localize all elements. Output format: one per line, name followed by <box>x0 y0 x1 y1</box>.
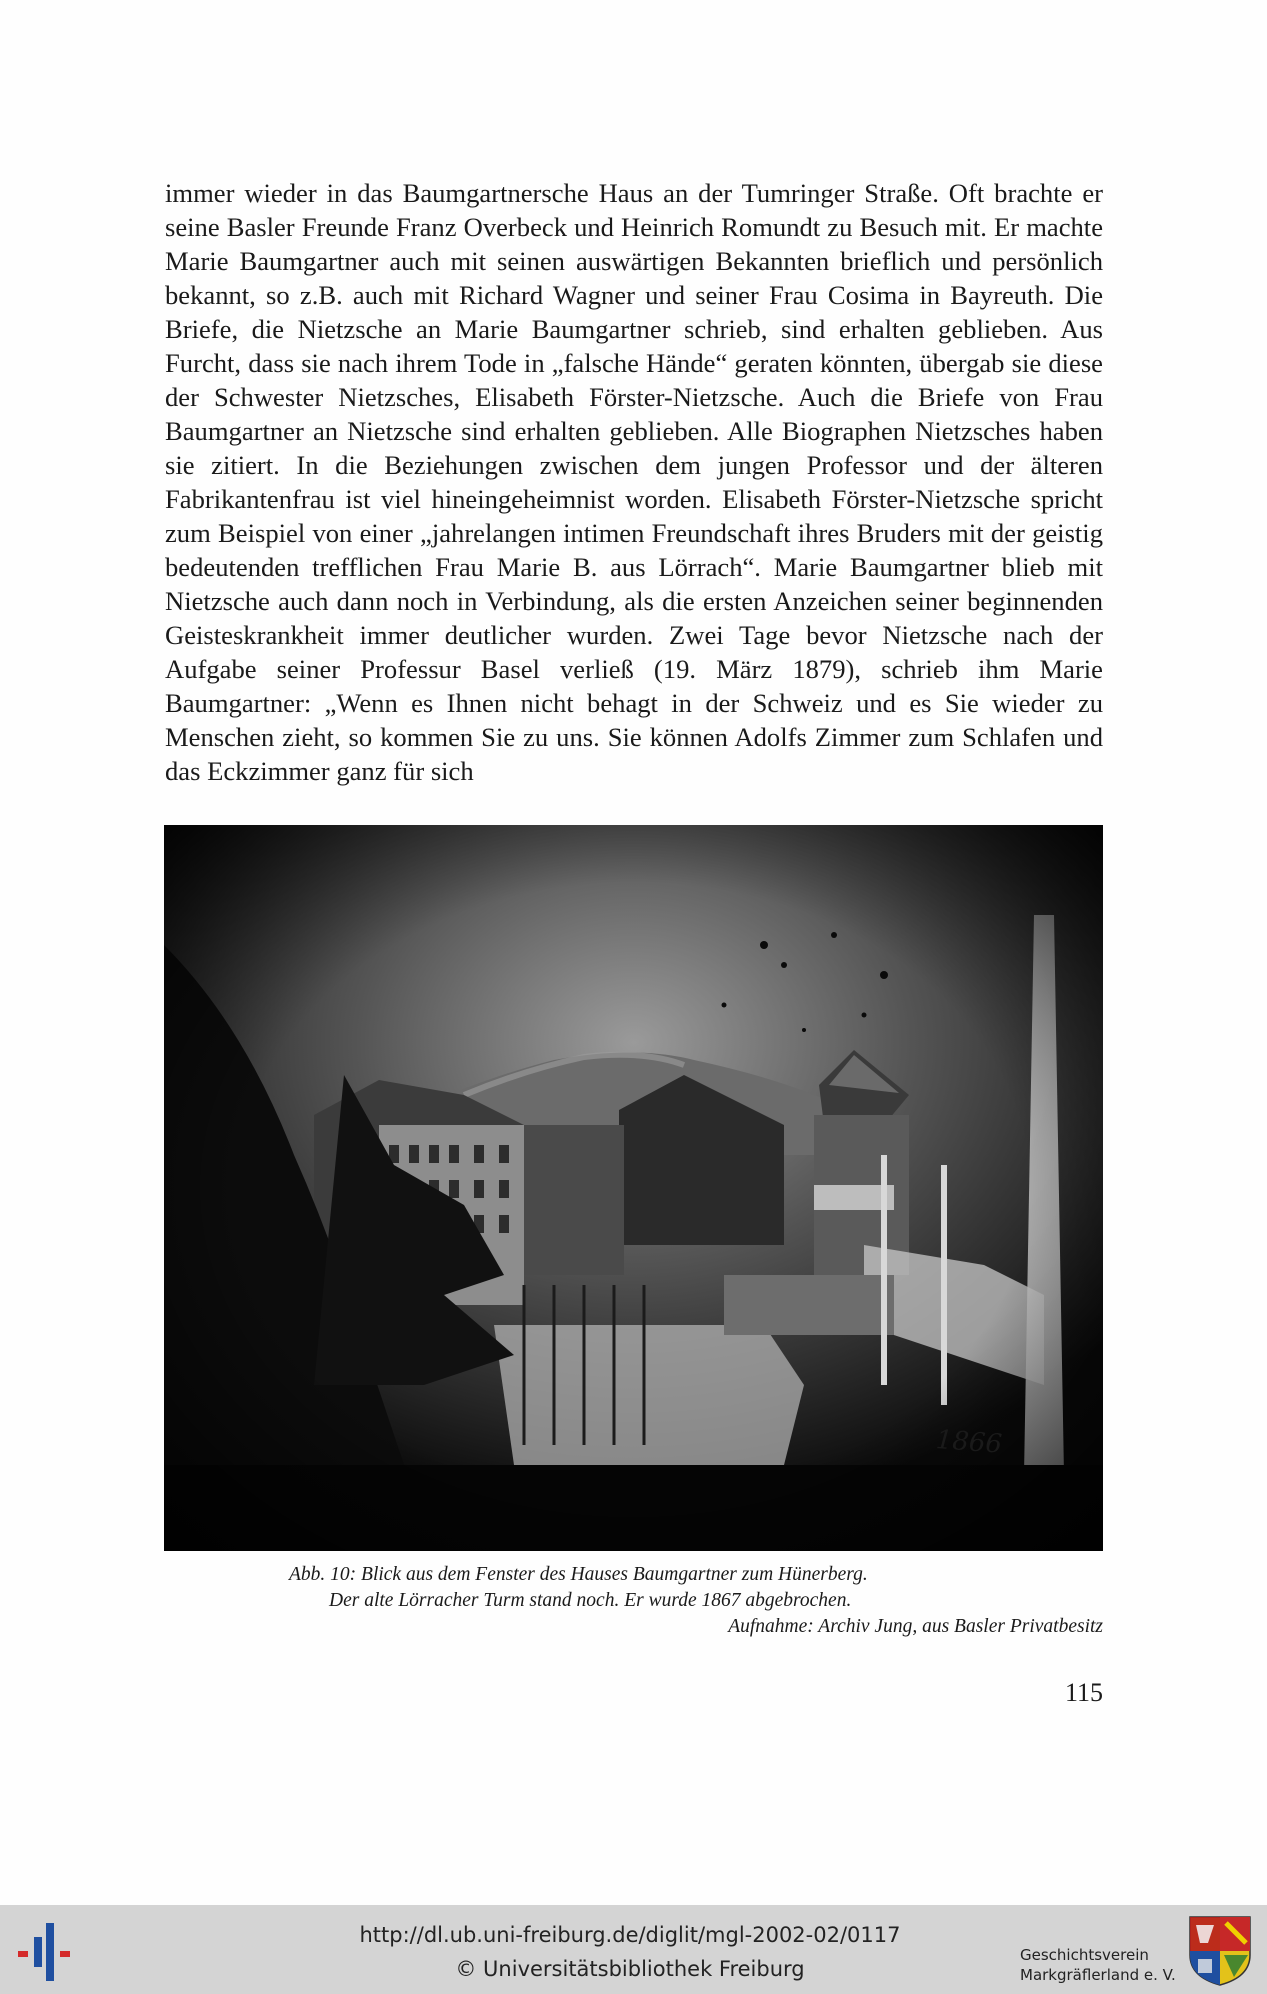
coat-of-arms-icon[interactable] <box>1188 1915 1252 1987</box>
caption-line-2: Der alte Lörracher Turm stand noch. Er wurde 1867 abgebrochen. <box>329 1590 852 1611</box>
footer-bar <box>0 1905 1267 1994</box>
footer-url-link[interactable]: http://dl.ub.uni-freiburg.de/diglit/mgl-2002-02/0117 <box>359 1923 901 1947</box>
footer-copyright: © Universitätsbibliothek Freiburg <box>455 1957 805 1981</box>
society-line-1: Geschichtsverein <box>1020 1946 1149 1964</box>
ub-freiburg-logo-icon[interactable] <box>12 1917 82 1985</box>
society-line-2: Markgräflerland e. V. <box>1020 1966 1176 1984</box>
caption-line-1: Abb. 10: Blick aus dem Fenster des Hauses Baumgartner zum Hünerberg. <box>289 1564 868 1585</box>
caption-credit: Aufnahme: Archiv Jung, aus Basler Privatbesitz <box>728 1616 1103 1637</box>
society-name <box>1020 1945 1180 1985</box>
body-text <box>165 176 1103 788</box>
photo-inscription: 1866 <box>934 1425 1003 1460</box>
photo-illustration <box>164 825 1103 1551</box>
body-paragraph: immer wieder in das Baumgartnersche Haus an der Tumringer Straße. Oft brachte er seine Basler Freunde Franz Overbeck und Heinrich Romundt zu Besuch mit. Er machte Marie Baumgartner auch mit seinen auswärtigen Bekannten brieflich und persönlich bekannt, so z.B. auch mit Richard Wagner und seiner Frau Cosima in Bayreuth. Die Briefe, die Nietzsche an Marie Baumgartner schrieb, sind erhalten geblieben. Aus Furcht, dass sie nach ihrem Tode in „falsche Hände“ geraten könnten, übergab sie diese der Schwester Nietzsches, Elisabeth Förster-Nietzsche. Auch die Briefe von Frau Baumgartner an Nietzsche sind erhalten geblieben. Alle Biographen Nietzsches haben sie zitiert. In die Beziehungen zwischen dem jungen Professor und der älteren Fabrikantenfrau ist viel hineingeheimnist worden. Elisabeth Förster-Nietzsche spricht zum Beispiel von einer „jahrelangen intimen Freundschaft ihres Bruders mit der geistig bedeutenden trefflichen Frau Marie B. aus Lörrach“. Marie Baumgartner blieb mit Nietzsche auch dann noch in Verbindung, als die ersten Anzeichen seiner beginnenden Geisteskrankheit immer deutlicher wurden. Zwei Tage bevor Nietzsche nach der Aufgabe seiner Professur Basel verließ (19. März 1879), schrieb ihm Marie Baumgartner: „Wenn es Ihnen nicht behagt in der Schweiz und es Sie wieder zu Menschen zieht, so kommen Sie zu uns. Sie können Adolfs Zimmer zum Schlafen und das Eckzimmer ganz für sich <box>165 178 1103 786</box>
historical-photograph <box>164 825 1103 1551</box>
page-number: 115 <box>1064 1678 1103 1707</box>
